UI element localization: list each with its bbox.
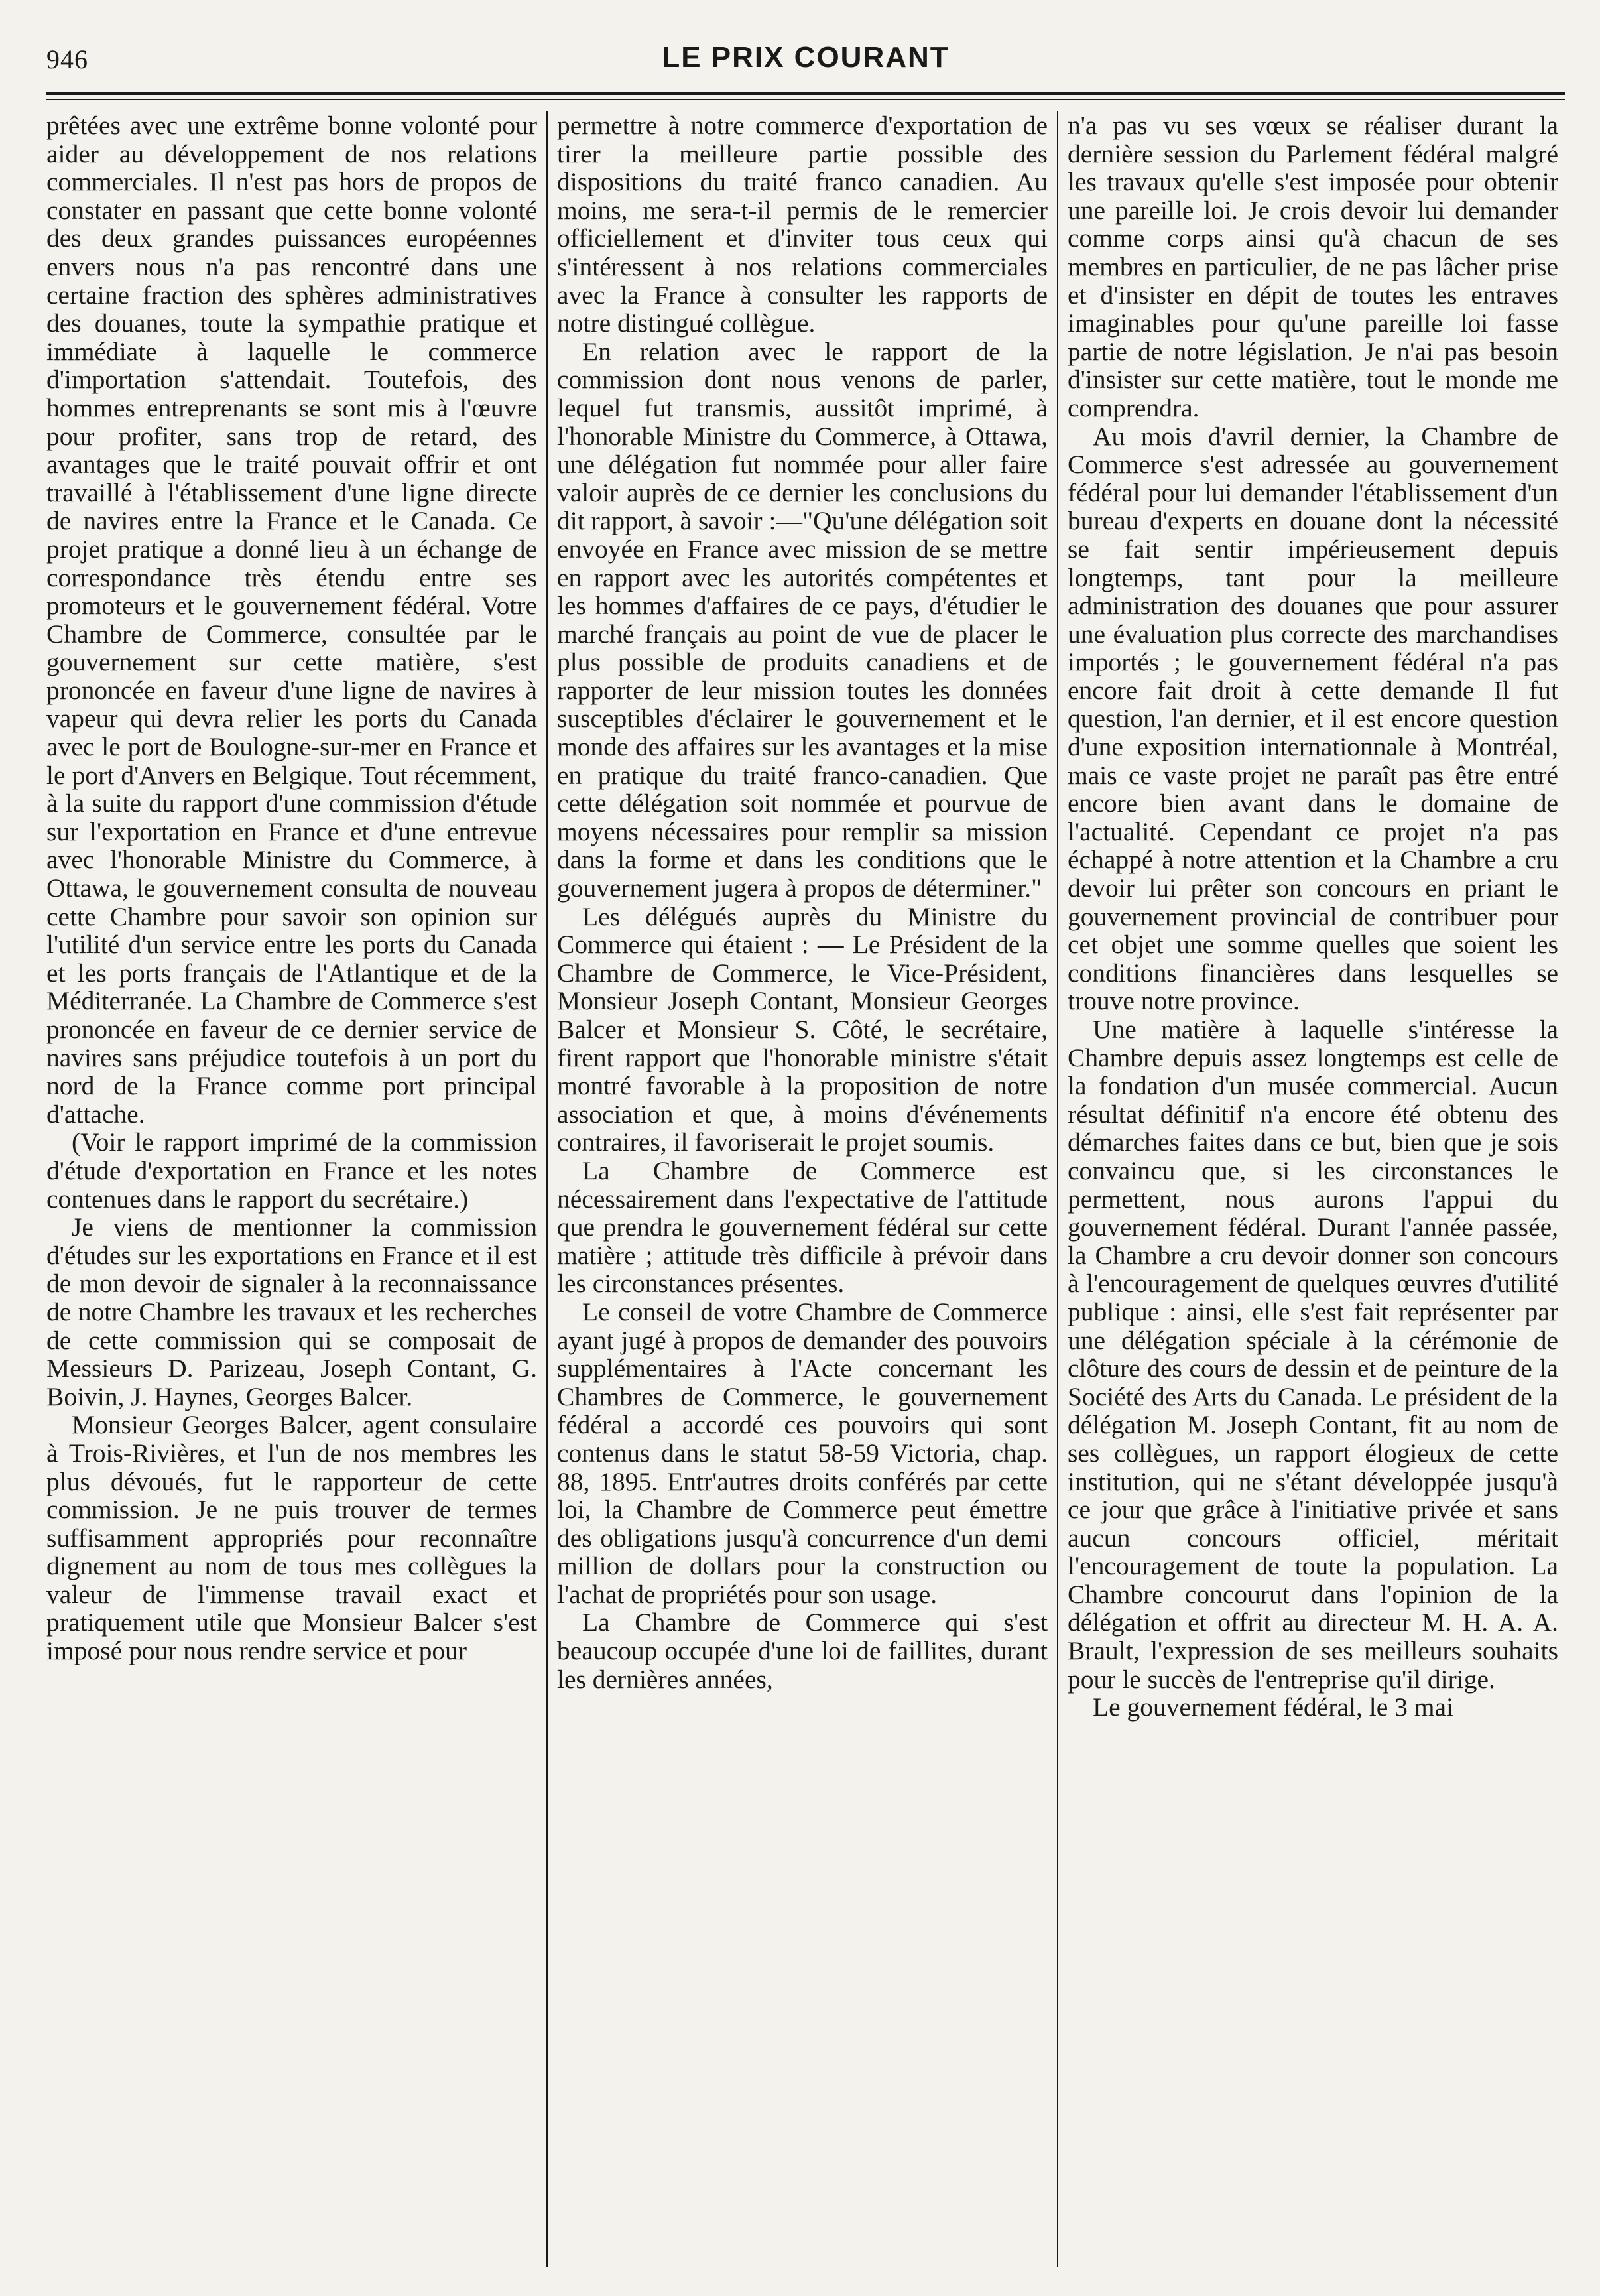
paragraph: Au mois d'avril dernier, la Chambre de Commerce s'est adressée au gouvernement fédéral pour lui demander l'établissement d'un bureau d'experts en douane dont la nécessité se fait sentir impérieusement depuis longtemps, tant pour la meilleure administration des douanes que pour assurer une évaluation plus correcte des marchandises importés ; le gouvernement fédéral n'a pas encore fait droit à cette demande Il fut question, l'an dernier, et il est encore question d'une exposition internationnale à Montréal, mais ce vaste projet ne paraît pas être entré encore bien avant dans le domaine de l'actualité. Cependant ce projet n'a pas échappé à notre attention et la Chambre a cru devoir lui prêter son concours en priant le gouvernement provincial de contribuer pour cet objet une somme quelles que soient les conditions financières dans lesquelles se trouve notre province. <box>1068 421 1558 1016</box>
paragraph: Le gouvernement fédéral, le 3 mai <box>1093 1692 1453 1722</box>
paragraph: prêtées avec une extrême bonne volonté pour aider au développement de nos relations commerciales. Il n'est pas hors de propos de constater en passant que cette bonne volonté des deux grandes puissances européennes envers nous n'a pas rencontré dans une certaine fraction des sphères administratives des douanes, toute la sympathie pratique et immédiate à laquelle le commerce d'importation s'attendait. Toutefois, des hommes entreprenants se sont mis à l'œuvre pour profiter, sans trop de retard, des avantages que le traité pouvait offrir et ont travaillé à l'établissement d'une ligne directe de navires entre la France et le Canada. Ce projet pratique a donné lieu à un échange de correspondance très étendu entre ses promoteurs et le gouvernement fédéral. Votre Chambre de Commerce, consultée par le gouvernement sur cette matière, s'est prononcée en faveur d'une ligne de navires à vapeur qui devra relier les ports du Canada avec le port de Boulogne-sur-mer en France et le port d'Anvers en Belgique. Tout récemment, à la suite du rapport d'une commission d'étude sur l'exportation en France et d'une entrevue avec l'honorable Ministre du Commerce, à Ottawa, le gouvernement consulta de nouveau cette Chambre pour savoir son opinion sur l'utilité d'un service entre les ports du Canada et les ports français de l'Atlantique et de la Méditerranée. La Chambre de Commerce s'est prononcée en faveur de ce dernier service de navires sans préjudice toutefois à un port du nord de la France comme port principal d'attache. <box>46 111 537 1129</box>
column-divider <box>1057 111 1058 2267</box>
header-rule-thin <box>46 99 1565 100</box>
text-column-1 <box>46 111 537 2267</box>
paragraph: permettre à notre commerce d'exportation de tirer la meilleure partie possible des dispositions du traité franco canadien. Au moins, me sera-t-il permis de le remercier officiellement et d'inviter tous ceux qui s'intéressent à nos relations commerciales avec la France à consulter les rapports de notre distingué collègue. <box>557 111 1048 338</box>
paragraph: Je viens de mentionner la commission d'études sur les exportations en France et il est de mon devoir de signaler à la reconnaissance de notre Chambre les travaux et les recherches de cette commission qui se composait de Messieurs D. Parizeau, Joseph Contant, G. Boivin, J. Haynes, Georges Balcer. <box>46 1212 537 1411</box>
paragraph: Monsieur Georges Balcer, agent consulaire à Trois-Rivières, et l'un de nos membres les plus dévoués, fut le rapporteur de cette commission. Je ne puis trouver de termes suffisamment appropriés pour reconnaître dignement au nom de tous mes collègues la valeur de l'immense travail exact et pratiquement utile que Monsieur Balcer s'est imposé pour nous rendre service et pour <box>46 1410 537 1666</box>
text-column-2 <box>557 111 1048 2267</box>
running-title: LE PRIX COURANT <box>662 41 950 74</box>
paragraph: La Chambre de Commerce est nécessairement dans l'expectative de l'attitude que prendra le gouvernement fédéral sur cette matière ; attitude très difficile à prévoir dans les circonstances présentes. <box>557 1155 1048 1299</box>
paragraph: La Chambre de Commerce qui s'est beaucoup occupée d'une loi de faillites, durant les dernières années, <box>557 1608 1048 1694</box>
paragraph: (Voir le rapport imprimé de la commission d'étude d'exportation en France et les notes contenues dans le rapport du secrétaire.) <box>46 1127 537 1214</box>
page-header <box>46 38 1565 85</box>
paragraph: Une matière à laquelle s'intéresse la Chambre depuis assez longtemps est celle de la fondation d'un musée commercial. Aucun résultat définitif n'a encore été obtenu des démarches faites dans ce but, bien que je sois convaincu que, si les circonstances le permettent, nous aurons l'appui du gouvernement fédéral. Durant l'année passée, la Chambre a cru devoir donner son concours à l'encouragement de quelques œuvres d'utilité publique : ainsi, elle s'est fait représenter par une délégation spéciale à la cérémonie de clôture des cours de dessin et de peinture de la Société des Arts du Canada. Le président de la délégation M. Joseph Contant, fit au nom de ses collègues, un rapport élogieux de cette institution, qui ne s'étant développée jusqu'à ce jour que grâce à l'initiative privée et sans aucun concours officiel, méritait l'encouragement de toute la population. La Chambre concourut dans l'opinion de la délégation et offrit au directeur M. H. A. A. Brault, l'expression de ses meilleurs souhaits pour le succès de l'entreprise qu'il dirige. <box>1068 1015 1558 1694</box>
paragraph: En relation avec le rapport de la commission dont nous venons de parler, lequel fut transmis, aussitôt imprimé, à l'honorable Ministre du Commerce, à Ottawa, une délégation fut nommée pour aller faire valoir auprès de ce dernier les conclusions du dit rapport, à savoir :—"Qu'une délégation soit envoyée en France avec mission de se mettre en rapport avec les autorités compétentes et les hommes d'affaires de ce pays, d'étudier le marché français au point de vue de placer le plus possible de produits canadiens et de rapporter de leur mission toutes les données susceptibles d'éclairer le gouvernement et le monde des affaires sur les avantages et la mise en pratique du traité franco-canadien. Que cette délégation soit nommée et pourvue de moyens nécessaires pour remplir sa mission dans la forme et dans les conditions que le gouvernement jugera à propos de déterminer." <box>557 336 1048 903</box>
page-number: 946 <box>46 44 88 74</box>
article-columns <box>46 111 1565 2267</box>
column-divider <box>546 111 548 2267</box>
paragraph: Le conseil de votre Chambre de Commerce ayant jugé à propos de demander des pouvoirs supplémentaires à l'Acte concernant les Chambres de Commerce, le gouvernement fédéral a accordé ces pouvoirs qui sont contenus dans le statut 58-59 Victoria, chap. 88, 1895. Entr'autres droits conférés par cette loi, la Chambre de Commerce peut émettre des obligations jusqu'à concurrence d'un demi million de dollars pour la construction ou l'achat de propriétés pour son usage. <box>557 1297 1048 1609</box>
text-column-3 <box>1068 111 1558 2267</box>
paragraph: Les délégués auprès du Ministre du Commerce qui étaient : — Le Président de la Chambre de Commerce, le Vice-Président, Monsieur Joseph Contant, Monsieur Georges Balcer et Monsieur S. Côté, le secrétaire, firent rapport que l'honorable ministre s'était montré favorable à la proposition de notre association et que, à moins d'événements contraires, il favoriserait le projet soumis. <box>557 901 1048 1157</box>
paragraph: n'a pas vu ses vœux se réaliser durant la dernière session du Parlement fédéral malgré les travaux qu'elle s'est imposée pour obtenir une pareille loi. Je crois devoir lui demander comme corps ainsi qu'à chacun de ses membres en particulier, de ne pas lâcher prise et d'insister en dépit de toutes les entraves imaginables pour qu'une pareille loi fasse partie de notre législation. Je n'ai pas besoin d'insister sur cette matière, tout le monde me comprendra. <box>1068 111 1558 422</box>
header-rule-thick <box>46 92 1565 95</box>
